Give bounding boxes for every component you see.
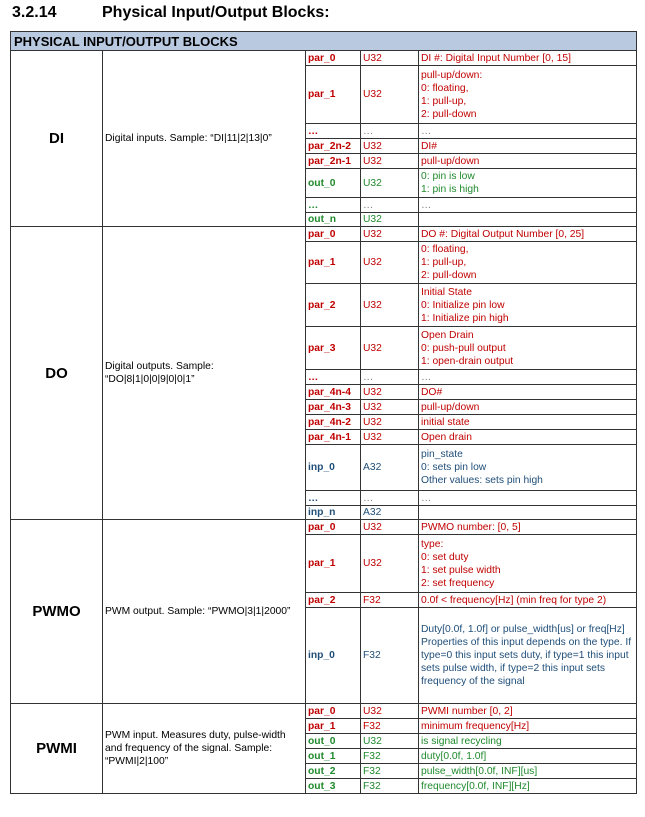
param-name: out_3: [306, 779, 361, 794]
description-line: 2: pull-down: [421, 108, 477, 120]
param-type: U32: [361, 51, 419, 66]
param-type: …: [361, 124, 419, 139]
block-name: DI: [11, 51, 103, 227]
param-type: U32: [361, 430, 419, 445]
param-description: [419, 327, 637, 370]
description-line: pin_state: [421, 449, 463, 460]
block-description: Digital inputs. Sample: “DI|11|2|13|0”: [103, 51, 306, 227]
param-name: out_0: [306, 734, 361, 749]
block-description: PWM output. Sample: “PWMO|3|1|2000”: [103, 520, 306, 704]
param-type: …: [361, 370, 419, 385]
param-description: [419, 213, 637, 227]
param-type: F32: [361, 608, 419, 704]
table-title-row: [11, 32, 637, 51]
param-type: …: [361, 198, 419, 213]
param-description: [419, 719, 637, 734]
param-name: inp_0: [306, 608, 361, 704]
description-line: Other values: sets pin high: [421, 475, 543, 486]
param-name: par_1: [306, 242, 361, 284]
description-line: 0: pin is low: [421, 171, 475, 182]
description-line: 0.0f < frequency[Hz] (min freq for type 2): [421, 594, 607, 606]
param-name: par_0: [306, 704, 361, 719]
description-line: pulse_width[0.0f, INF][us]: [421, 765, 538, 777]
param-type: U32: [361, 734, 419, 749]
param-description: [419, 154, 637, 169]
param-name: out_1: [306, 749, 361, 764]
param-type: U32: [361, 227, 419, 242]
param-name: par_2n-1: [306, 154, 361, 169]
description-line: DO #: Digital Output Number [0, 25]: [421, 228, 585, 240]
param-type: U32: [361, 154, 419, 169]
param-type: F32: [361, 719, 419, 734]
description-line: minimum frequency[Hz]: [421, 720, 530, 732]
param-name: inp_n: [306, 506, 361, 520]
description-line: frequency[0.0f, INF][Hz]: [421, 780, 530, 792]
block-description: Digital outputs. Sample: “DO|8|1|0|0|9|0|0|1”: [103, 227, 306, 520]
param-description: [419, 198, 637, 213]
param-name: …: [306, 370, 361, 385]
table-row: [11, 227, 637, 242]
description-line: pull-up/down: [421, 155, 480, 167]
param-type: U32: [361, 704, 419, 719]
param-description: [419, 415, 637, 430]
description-line: initial state: [421, 416, 470, 428]
param-description: [419, 139, 637, 154]
param-description: [419, 491, 637, 506]
param-type: U32: [361, 520, 419, 535]
param-description: [419, 385, 637, 400]
param-description: [419, 520, 637, 535]
param-description: [419, 593, 637, 608]
description-line: …: [421, 199, 432, 211]
param-description: [419, 430, 637, 445]
param-type: U32: [361, 139, 419, 154]
table-row: [11, 704, 637, 719]
param-name: …: [306, 198, 361, 213]
description-line: 1: open-drain output: [421, 355, 514, 367]
param-type: U32: [361, 400, 419, 415]
param-description: [419, 227, 637, 242]
param-name: par_0: [306, 227, 361, 242]
io-blocks-table: [10, 31, 637, 794]
param-description: [419, 51, 637, 66]
description-line: Duty[0.0f, 1.0f] or pulse_width[us] or freq[Hz]: [421, 624, 625, 635]
param-description: [419, 704, 637, 719]
param-type: U32: [361, 169, 419, 198]
param-name: inp_0: [306, 445, 361, 491]
param-name: par_4n-1: [306, 430, 361, 445]
description-line: type:: [421, 538, 444, 550]
param-description: [419, 535, 637, 593]
param-description: [419, 370, 637, 385]
param-description: [419, 400, 637, 415]
description-line: 1: set pulse width: [421, 564, 501, 576]
param-description: [419, 734, 637, 749]
description-line: pull-up/down:: [421, 69, 483, 81]
description-line: …: [421, 371, 432, 383]
description-line: Initial State: [421, 286, 472, 298]
block-name: PWMO: [11, 520, 103, 704]
param-name: par_4n-2: [306, 415, 361, 430]
param-type: A32: [361, 506, 419, 520]
param-type: F32: [361, 593, 419, 608]
table-body: [11, 32, 637, 794]
param-type: U32: [361, 242, 419, 284]
param-description: [419, 124, 637, 139]
table-row: [11, 51, 637, 66]
description-line: 0: set duty: [421, 551, 469, 563]
param-type: U32: [361, 327, 419, 370]
description-line: PWMI number [0, 2]: [421, 705, 513, 717]
description-line: 0: sets pin low: [421, 462, 487, 473]
param-type: U32: [361, 415, 419, 430]
description-line: Properties of this input depends on the type. If type=0 this input sets duty, if type=1 this input sets pulse width, if type=2 this input sets frequency of the signal: [421, 637, 632, 687]
param-description: [419, 764, 637, 779]
block-name: DO: [11, 227, 103, 520]
param-type: F32: [361, 764, 419, 779]
description-line: 0: Initialize pin low: [421, 299, 505, 311]
section-title: Physical Input/Output Blocks:: [102, 4, 330, 21]
description-line: DO#: [421, 386, 443, 398]
param-description: [419, 169, 637, 198]
param-name: …: [306, 124, 361, 139]
description-line: PWMO number: [0, 5]: [421, 521, 521, 533]
param-name: out_n: [306, 213, 361, 227]
param-name: par_2: [306, 284, 361, 327]
param-description: [419, 242, 637, 284]
description-line: 1: Initialize pin high: [421, 312, 509, 324]
description-line: 2: pull-down: [421, 270, 477, 281]
description-line: pull-up/down: [421, 401, 480, 413]
param-type: U32: [361, 66, 419, 124]
param-type: U32: [361, 385, 419, 400]
section-heading: [12, 4, 330, 28]
param-description: [419, 608, 637, 704]
param-name: …: [306, 491, 361, 506]
description-line: DI#: [421, 140, 438, 152]
description-line: DI #: Digital Input Number [0, 15]: [421, 52, 571, 64]
param-name: par_1: [306, 535, 361, 593]
param-name: par_1: [306, 719, 361, 734]
description-line: 1: pull-up,: [421, 257, 467, 268]
description-line: Open drain: [421, 431, 472, 443]
param-description: [419, 506, 637, 520]
param-name: out_2: [306, 764, 361, 779]
param-name: par_3: [306, 327, 361, 370]
param-type: U32: [361, 535, 419, 593]
param-description: [419, 284, 637, 327]
param-description: [419, 749, 637, 764]
param-name: par_0: [306, 51, 361, 66]
param-name: par_4n-4: [306, 385, 361, 400]
param-type: F32: [361, 749, 419, 764]
description-line: 0: push-pull output: [421, 342, 506, 354]
param-name: par_0: [306, 520, 361, 535]
description-line: is signal recycling: [421, 735, 502, 747]
table-title: PHYSICAL INPUT/OUTPUT BLOCKS: [11, 32, 637, 51]
param-type: …: [361, 491, 419, 506]
param-name: par_2: [306, 593, 361, 608]
param-name: out_0: [306, 169, 361, 198]
description-line: …: [421, 125, 432, 137]
block-description: PWM input. Measures duty, pulse-width and frequency of the signal. Sample: “PWMI|2|100”: [103, 704, 306, 794]
param-description: [419, 66, 637, 124]
description-line: Open Drain: [421, 329, 474, 341]
description-line: 1: pull-up,: [421, 95, 467, 107]
param-type: U32: [361, 213, 419, 227]
section-number: 3.2.14: [12, 4, 57, 21]
block-name: PWMI: [11, 704, 103, 794]
param-name: par_2n-2: [306, 139, 361, 154]
description-line: 2: set frequency: [421, 577, 495, 589]
description-line: duty[0.0f, 1.0f]: [421, 750, 487, 762]
param-type: U32: [361, 284, 419, 327]
param-description: [419, 779, 637, 794]
description-line: 0: floating,: [421, 82, 469, 94]
param-description: [419, 445, 637, 491]
param-name: par_1: [306, 66, 361, 124]
description-line: 1: pin is high: [421, 184, 479, 195]
param-type: F32: [361, 779, 419, 794]
description-line: 0: floating,: [421, 244, 469, 255]
param-type: A32: [361, 445, 419, 491]
param-name: par_4n-3: [306, 400, 361, 415]
description-line: …: [421, 492, 432, 504]
table-row: [11, 520, 637, 535]
